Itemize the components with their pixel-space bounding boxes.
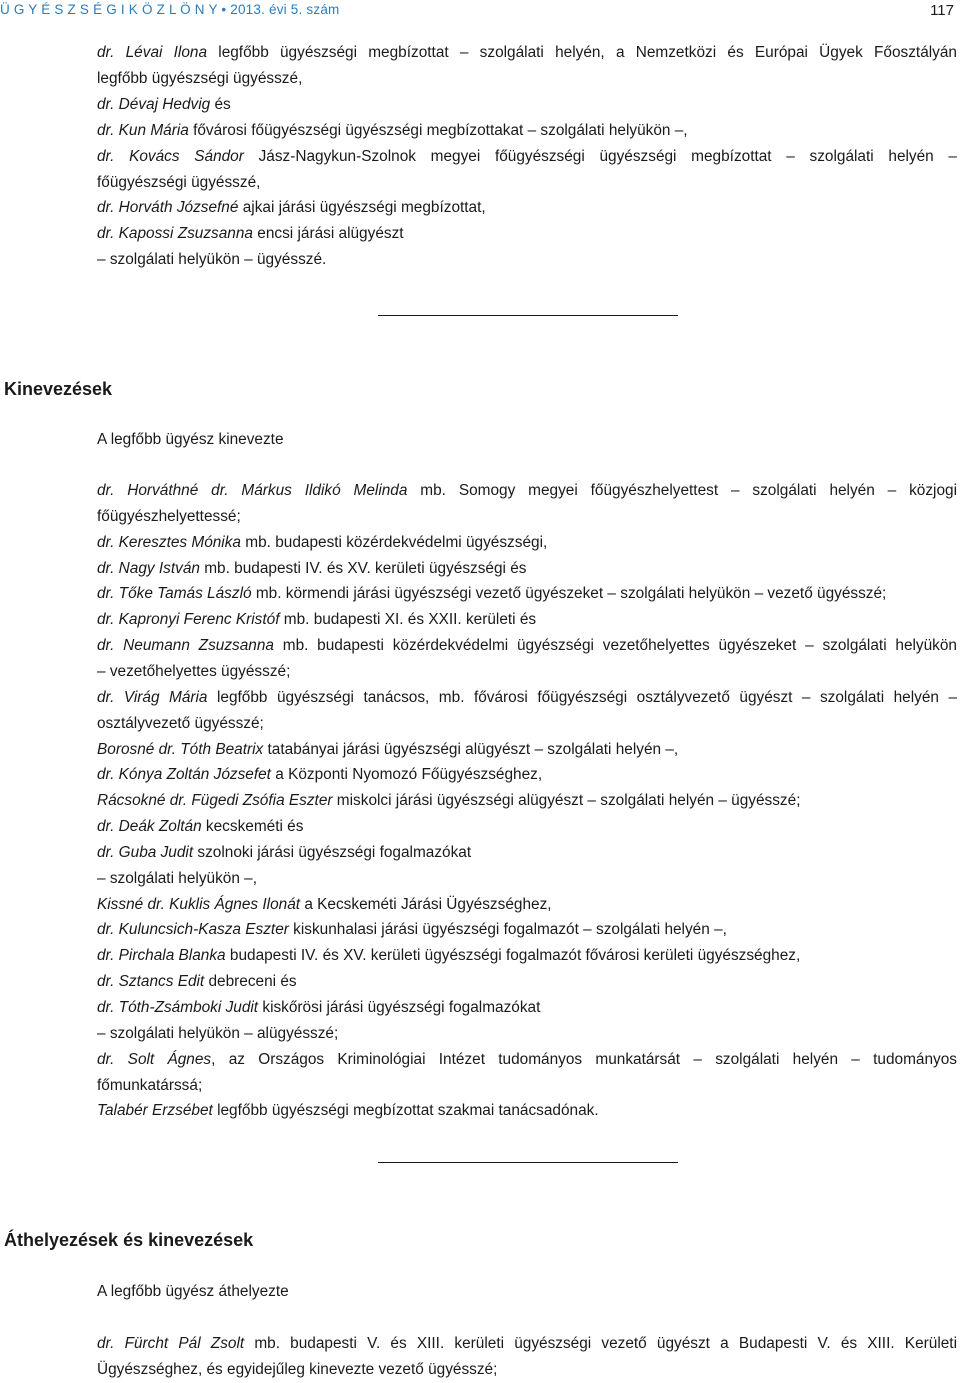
line-text: kiskunhalasi járási ügyészségi fogalmazót – szolgálati helyén –,: [288, 921, 727, 939]
line-text: és: [210, 95, 231, 113]
line-text: – szolgálati helyükön – ügyésszé.: [97, 251, 327, 269]
text-line: [97, 791, 957, 811]
text-line: [97, 765, 957, 785]
person-name: dr. Tőke Tamás László: [97, 585, 252, 603]
person-name: Talabér Erzsébet: [97, 1102, 213, 1120]
text-line: [97, 224, 957, 244]
line-text: mb. Somogy megyei főügyészhelyettest – szolgálati helyén – közjogi: [407, 482, 957, 499]
text-line: [97, 636, 957, 656]
text-line: [97, 610, 957, 630]
section-title-kinevezesek: Kinevezések: [4, 379, 113, 399]
line-text: Ügyészséghez, és egyidejűleg kinevezte vezető ügyésszé;: [97, 1360, 498, 1378]
line-text: mb. budapesti közérdekvédelmi ügyészségi vezetőhelyettes ügyészeket – szolgálati helyükön: [273, 637, 957, 655]
person-name: Kissné dr. Kuklis Ágnes Ilonát: [97, 895, 301, 913]
line-text: főügyészségi ügyésszé,: [97, 173, 261, 191]
text-line: [97, 1101, 957, 1121]
issue-label: 2013. évi 5. szám: [230, 2, 340, 17]
line-text: a Központi Nyomozó Főügyészséghez,: [270, 766, 543, 784]
text-line: [97, 1024, 957, 1044]
line-text: miskolci járási ügyészségi alügyészt – szolgálati helyén – ügyésszé;: [332, 792, 801, 810]
text-line: [97, 173, 957, 193]
text-line: [97, 533, 957, 553]
line-text: mb. budapesti XI. és XXII. kerületi és: [279, 611, 537, 629]
header-journal: [0, 2, 339, 17]
person-name: dr. Lévai Ilona: [97, 44, 208, 61]
line-text: mb. budapesti IV. és XV. kerületi ügyészségi és: [199, 559, 527, 577]
page-number: 117: [930, 2, 954, 19]
section-subtitle: A legfőbb ügyész kinevezte: [97, 431, 284, 448]
text-line: [97, 121, 957, 141]
person-name: dr. Kapronyi Ferenc Kristóf: [97, 611, 280, 629]
line-text: főügyészhelyettessé;: [97, 507, 241, 525]
line-text: mb. körmendi járási ügyészségi vezető ügyészeket – szolgálati helyükön – vezető ügyésszé;: [251, 585, 887, 603]
text-line: [97, 817, 957, 837]
text-line: [97, 998, 957, 1018]
line-text: fővárosi főügyészségi ügyészségi megbízottakat – szolgálati helyükön –,: [188, 121, 688, 139]
person-name: dr. Sztancs Edit: [97, 973, 205, 991]
text-line: [97, 43, 957, 63]
line-text: legfőbb ügyészségi ügyésszé,: [97, 69, 303, 87]
text-line: [97, 1334, 957, 1354]
section-subtitle: A legfőbb ügyész áthelyezte: [97, 1283, 289, 1300]
line-text: mb. budapesti V. és XIII. kerületi ügyészségi vezető ügyészt a Budapesti V. és XIII. Kerületi: [244, 1335, 957, 1352]
line-text: osztályvezető ügyésszé;: [97, 714, 264, 732]
text-line: [97, 584, 957, 604]
text-line: [97, 1076, 957, 1096]
person-name: dr. Pirchala Blanka: [97, 947, 226, 965]
person-name: dr. Deák Zoltán: [97, 818, 202, 836]
line-text: legfőbb ügyészségi megbízottat szakmai tanácsadónak.: [212, 1102, 599, 1120]
text-line: [97, 147, 957, 167]
line-text: legfőbb ügyészségi tanácsos, mb. fővárosi főügyészségi osztályvezető ügyészt – szolgálati helyén –: [207, 688, 957, 706]
person-name: dr. Dévaj Hedvig: [97, 95, 211, 113]
person-name: dr. Kónya Zoltán Józsefet: [97, 766, 271, 784]
page-header: [0, 2, 954, 22]
text-line: [97, 946, 957, 966]
person-name: dr. Kovács Sándor: [97, 147, 244, 165]
person-name: dr. Tóth-Zsámboki Judit: [97, 999, 259, 1016]
line-text: főmunkatárssá;: [97, 1076, 203, 1094]
section-title-athelyezesek: Áthelyezések és kinevezések: [4, 1230, 254, 1250]
person-name: dr. Kuluncsich-Kasza Eszter: [97, 921, 289, 939]
person-name: dr. Kun Mária: [97, 121, 189, 139]
line-text: debreceni és: [204, 973, 297, 991]
line-text: mb. budapesti közérdekvédelmi ügyészségi,: [241, 533, 548, 551]
text-line: [97, 662, 957, 682]
text-line: [97, 198, 957, 218]
person-name: dr. Horváth Józsefné: [97, 199, 239, 217]
text-line: [97, 1050, 957, 1070]
person-name: dr. Kapossi Zsuzsanna: [97, 225, 253, 243]
line-text: – szolgálati helyükön –,: [97, 869, 257, 887]
section-divider: [378, 1162, 678, 1163]
line-text: – vezetőhelyettes ügyésszé;: [97, 662, 291, 680]
line-text: – szolgálati helyükön – alügyésszé;: [97, 1024, 339, 1042]
line-text: encsi járási alügyészt: [252, 225, 404, 243]
line-text: budapesti IV. és XV. kerületi ügyészségi fogalmazót fővárosi kerületi ügyészséghez,: [225, 947, 801, 965]
text-line: [97, 740, 957, 760]
line-text: ajkai járási ügyészségi megbízottat,: [238, 199, 486, 217]
text-line: [97, 1360, 957, 1380]
line-text: tatabányai járási ügyészségi alügyészt – szolgálati helyén –,: [263, 740, 679, 758]
person-name: dr. Guba Judit: [97, 843, 194, 861]
text-line: [97, 972, 957, 992]
line-text: kecskeméti és: [201, 818, 304, 836]
person-name: dr. Horváthné dr. Márkus Ildikó Melinda: [97, 482, 408, 499]
person-name: dr. Solt Ágnes: [97, 1050, 212, 1068]
person-name: Rácsokné dr. Fügedi Zsófia Eszter: [97, 792, 333, 810]
section-divider: [378, 315, 678, 316]
line-text: Jász-Nagykun-Szolnok megyei főügyészségi ügyészségi megbízottat – szolgálati helyén –: [243, 147, 957, 165]
journal-name: Ü G Y É S Z S É G I K Ö Z L Ö N Y: [0, 2, 218, 17]
person-name: dr. Nagy István: [97, 559, 200, 577]
person-name: dr. Virág Mária: [97, 688, 208, 706]
line-text: kiskőrösi járási ügyészségi fogalmazókat: [258, 999, 541, 1016]
text-line: [97, 843, 957, 863]
text-line: [97, 895, 957, 915]
person-name: Borosné dr. Tóth Beatrix: [97, 740, 264, 758]
text-line: [97, 714, 957, 734]
text-line: [97, 95, 957, 115]
line-text: , az Országos Kriminológiai Intézet tudományos munkatársát – szolgálati helyén – tudományos: [211, 1050, 957, 1068]
header-separator: •: [221, 2, 227, 17]
text-line: [97, 481, 957, 501]
line-text: szolnoki járási ügyészségi fogalmazókat: [193, 843, 472, 861]
text-line: [97, 69, 957, 89]
text-line: [97, 869, 957, 889]
person-name: dr. Keresztes Mónika: [97, 533, 241, 551]
text-line: [97, 507, 957, 527]
line-text: legfőbb ügyészségi megbízottat – szolgálati helyén, a Nemzetközi és Európai Ügyek Főosztályán: [207, 44, 957, 61]
text-line: [97, 250, 957, 270]
text-line: [97, 559, 957, 579]
person-name: dr. Neumann Zsuzsanna: [97, 637, 274, 655]
text-line: [97, 920, 957, 940]
text-line: [97, 688, 957, 708]
person-name: dr. Fürcht Pál Zsolt: [97, 1335, 245, 1352]
line-text: a Kecskeméti Járási Ügyészséghez,: [300, 895, 552, 913]
